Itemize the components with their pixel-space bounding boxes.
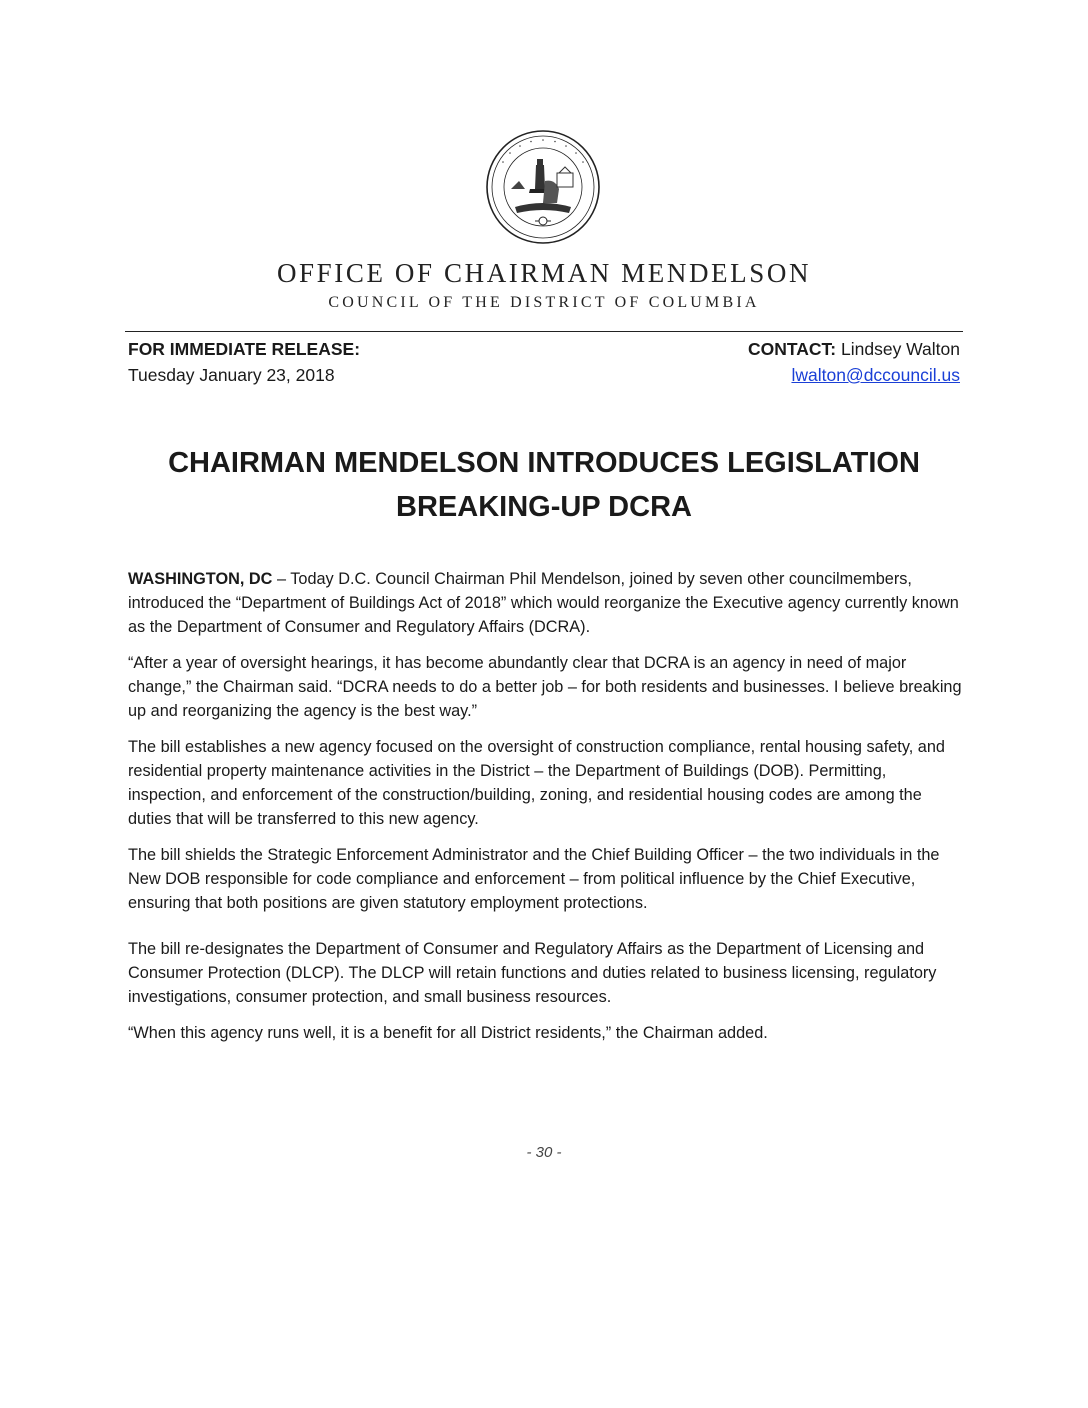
article-body [128, 567, 962, 1057]
release-label: FOR IMMEDIATE RELEASE: [128, 339, 361, 359]
contact-name: Lindsey Walton [836, 339, 960, 359]
contact-email-link[interactable]: lwalton@dccouncil.us [791, 365, 960, 385]
contact-info [748, 336, 960, 388]
paragraph-5: The bill re-designates the Department of Consumer and Regulatory Affairs as the Department of Licensing and Consumer Protection (DLCP). The DLCP will retain functions and duties related to business licensing, regulatory investigations, consumer protection, and small business resources. [128, 940, 937, 1006]
release-date: Tuesday January 23, 2018 [128, 365, 335, 385]
dateline: WASHINGTON, DC [128, 570, 273, 588]
headline-line-2: BREAKING-UP DCRA [396, 491, 692, 523]
paragraph-3: The bill establishes a new agency focused on the oversight of construction compliance, rental housing safety, and residential property maintenance activities in the District – the Department of Buildings (DOB). Permitting, inspection, and enforcement of the construction/building, zoning, and residential housing codes are among the duties that will be transferred to this new agency. [128, 738, 945, 828]
paragraph-2: “After a year of oversight hearings, it has become abundantly clear that DCRA is an agency in need of major change,” the Chairman said. “DCRA needs to do a better job – for both residents and businesses. I believe breaking up and reorganizing the agency is the best way.” [128, 654, 962, 720]
paragraph-4: The bill shields the Strategic Enforcement Administrator and the Chief Building Officer – the two individuals in the New DOB responsible for code compliance and enforcement – from political influence by the Chief Executive, ensuring that both positions are given statutory employment protections. [128, 846, 940, 912]
paragraph-1-text: – Today D.C. Council Chairman Phil Mendelson, joined by seven other councilmembers, introduced the “Department of Buildings Act of 2018” which would reorganize the Executive agency currently known as the Department of Consumer and Regulatory Affairs (DCRA). [128, 570, 959, 636]
headline-line-1: CHAIRMAN MENDELSON INTRODUCES LEGISLATION [168, 447, 920, 479]
header-divider [125, 331, 963, 332]
paragraph-1 [128, 567, 962, 639]
district-seal-icon [485, 129, 601, 245]
office-title: OFFICE OF CHAIRMAN MENDELSON [276, 258, 812, 288]
page-number: - 30 - [526, 1144, 562, 1161]
contact-label: CONTACT: [748, 339, 837, 359]
headline [0, 441, 1088, 529]
office-subtitle: COUNCIL OF THE DISTRICT OF COLUMBIA [328, 294, 760, 311]
release-info [128, 336, 360, 388]
paragraph-6: “When this agency runs well, it is a benefit for all District residents,” the Chairman added. [128, 1024, 768, 1042]
